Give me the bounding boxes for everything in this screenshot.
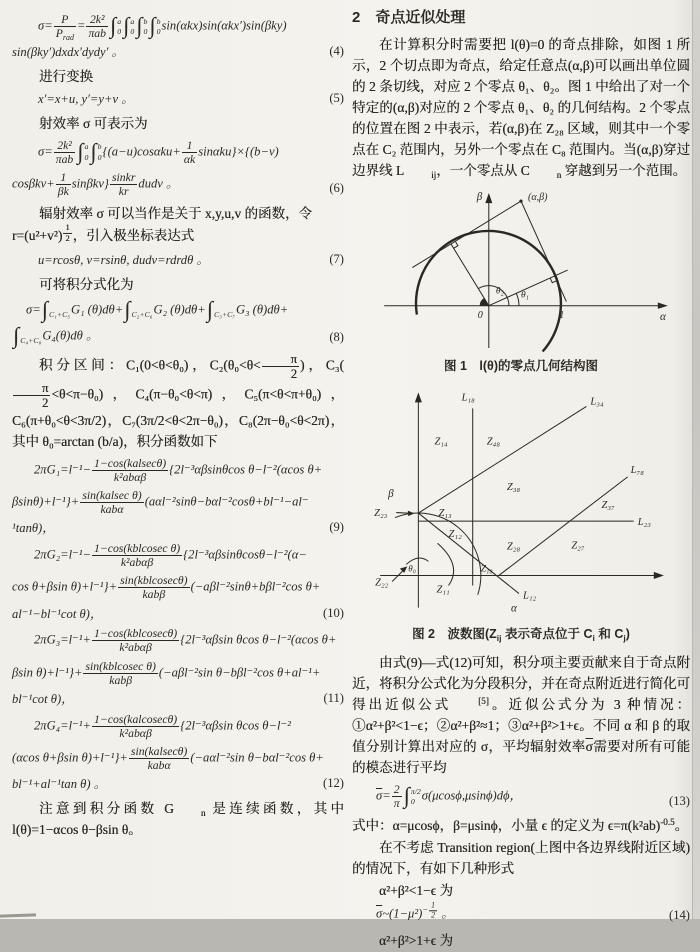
equation xyxy=(12,253,344,269)
fig2-Z48-label: Z₄₈ xyxy=(486,436,500,448)
superscript: − $\frac{1}{2}$ xyxy=(422,900,436,920)
equation-number: (12) xyxy=(323,776,344,791)
fraction-denominator: αk xyxy=(183,152,196,166)
subscript: n xyxy=(556,170,562,181)
equation-number: (11) xyxy=(323,690,344,705)
fig2-Z11-label: Z₁₁ xyxy=(436,584,450,596)
fraction-numerator: π xyxy=(262,352,299,367)
figure-2-caption: 图 2 波数图(Zij 表示奇点位于 Ci 和 Cj) xyxy=(412,627,630,643)
equation-line: 2πG₁=l⁻¹− $\frac{\text{1−cos(kalsecθ)}}{\text{k²abαβ}}$ {2l⁻³αβsinθcos θ−l⁻²(αcos θ+ xyxy=(34,456,323,484)
equation-number: (5) xyxy=(329,90,344,105)
fraction xyxy=(54,13,76,40)
integral xyxy=(206,296,236,322)
integral-limits xyxy=(129,17,134,37)
fraction xyxy=(13,381,50,410)
integral xyxy=(136,13,148,39)
equation-line: 2πG₂=l⁻¹− $\frac{\text{1−cos(kblcosec θ)}}{\text{k²abαβ}}$ {2l⁻³αβsinθcosθ−l⁻²(α− xyxy=(34,542,307,570)
integral-lower-limit: C₃+C₇ xyxy=(213,310,236,320)
fig2-Z27-label: Z₂₇ xyxy=(571,540,585,552)
integral-limits xyxy=(410,787,421,807)
integral-lower-limit: 0 xyxy=(410,796,415,806)
fig2-Z14-label: Z₁₄ xyxy=(434,436,448,448)
integral-icon: ∫ xyxy=(123,13,130,39)
fig2-line-L12 xyxy=(418,513,519,594)
fig1-theta1-arc xyxy=(516,293,519,305)
equation-line: al⁻¹−bl⁻¹cot θ)， (10) xyxy=(12,605,344,621)
paragraph: α²+β²>1+ϵ 为 xyxy=(379,933,453,949)
paragraph: 在不考虑 Transition region(上图中各边界线附近区域)的情况下，有如下几种形式 xyxy=(352,840,690,877)
fraction-denominator: kabβ xyxy=(142,588,166,602)
equation-line: 2πG₃=l⁻¹+ $\frac{\text{1−cos(kblcosecθ)}}{\text{k²abαβ}}$ {2l⁻³αβsin θcos θ−l⁻²(αcos θ+ xyxy=(34,627,337,655)
fraction-denominator: kr xyxy=(118,185,129,199)
equation-line: bl⁻¹cot θ)， (11) xyxy=(12,690,344,706)
fraction-numerator: 1 xyxy=(56,171,71,185)
fig2-beta-label: β xyxy=(388,487,394,500)
integral-limits xyxy=(156,17,161,37)
paragraph: 积分区间：C₁(0<θ<θ₀)，C₂(θ₀<θ< $\frac{\pi}{2}$ )，C₃( $\frac{\pi}{2}$ <θ<π−θ₀)，C₄(π−θ₀<θ<π)，C₅(π<θ<π+θ₀)，C₆(π+θ₀<θ<3π/2)，C₇(3π/2<θ<2π−θ₀)，C₈(2π−θ₀<θ<2π)，其中 θ₀=arctan (b/a)，积分函数如下 xyxy=(12,351,344,449)
equation xyxy=(12,713,344,793)
integral-limits xyxy=(19,326,41,346)
fraction-denominator: 2 xyxy=(431,910,436,920)
equation-number: (10) xyxy=(323,605,344,620)
equation-line: σ= $\frac{\text{2k²}}{\text{πab}}$ ∫ a 0 ∫ b 0 {(a−u)cosαku+ $\frac{1}{\alpha k}$ sinαku}×{(b−v) xyxy=(38,138,279,166)
fraction-denominator: 2 xyxy=(42,395,49,410)
fig2-L23-label: L₂₃ xyxy=(637,517,651,529)
fraction xyxy=(86,13,108,40)
fig1-alpha-axis-arrow-icon xyxy=(658,302,668,308)
fig1-beta-label: β xyxy=(476,191,483,204)
fraction-numerator: 1 xyxy=(65,222,70,233)
equation-line: cosβkv+ $\frac{1}{\beta k}$ sinβkv} $\frac{\text{sinkr}}{kr}$ dudv 。 (6) xyxy=(12,170,344,199)
paragraph: r=(u²+v²) $\frac{1}{2}$ ，引入极坐标表达式 xyxy=(12,222,195,244)
integral-icon: ∫ xyxy=(110,13,117,39)
fraction xyxy=(80,489,143,516)
fig2-Z23-label: Z₂₃ xyxy=(374,508,388,520)
paragraph: 式中：α=μcosϕ，β=μsinϕ，小量 ϵ 的定义为 ϵ=π(k²ab)-0.5。 xyxy=(352,817,689,834)
fig2-alpha-axis-arrow-icon xyxy=(654,572,664,579)
fraction-denominator: kabα xyxy=(147,758,171,772)
paragraph: 在计算积分时需要把 l(θ)=0 的奇点排除，如图 1 所示，2 个切点即为奇点，给定任意点(α,β)可以画出单位圆的 2 条切线，对应 2 个零点 θ₁、θ₂。图 1 中给出了对一个特定的(α,β)对应的 2 个零点 θ₁、θ₂ 的几何结构。2 个零点的位置在图 2 中表示，若(α,β)在 Z₂₈ 区域，则其中一个零点在 C₂ 范围内，另外一个零点在 C₈ 范围内。当(α,β)穿过边界线 L ij，一个零点从 C n 穿越到另一个范围。 xyxy=(352,37,690,181)
integral-icon: ∫ xyxy=(124,296,131,322)
fraction-denominator: kabα xyxy=(100,503,124,517)
fig2-Z22-label: Z₂₂ xyxy=(375,577,389,589)
integral xyxy=(403,783,421,809)
right-column xyxy=(352,6,690,952)
fraction-numerator: 1−cos(kblcosecθ) xyxy=(94,627,178,641)
fraction xyxy=(129,745,189,772)
paragraph: 射效率 σ 可表示为 xyxy=(39,115,148,131)
integral xyxy=(41,296,71,322)
integral-lower-limit: 0 xyxy=(156,26,161,36)
fig2-theta0-label: θ₀ xyxy=(408,563,416,574)
integral-icon: ∫ xyxy=(149,13,156,39)
integral-icon: ∫ xyxy=(136,13,143,39)
subscript: ij xyxy=(496,632,502,643)
equation-number: (6) xyxy=(329,181,344,196)
fraction-denominator: k²abαβ xyxy=(120,556,154,570)
subscript: n xyxy=(200,808,206,819)
subscript: i xyxy=(592,632,595,643)
superscript: -0.5 xyxy=(660,817,675,828)
equation-line: $\overline{\sigma}\sim(1-\mu^2)-$ $\frac{1}{2}$ 。 (14) xyxy=(376,900,690,923)
integral-lower-limit: 0 xyxy=(97,152,102,162)
integral-icon: ∫ xyxy=(403,783,410,809)
fig1-tangent-line-2 xyxy=(521,201,566,302)
equation xyxy=(352,783,690,810)
fig2-z11-leader xyxy=(437,543,453,585)
integral-icon: ∫ xyxy=(41,296,48,322)
integral-upper-limit: b xyxy=(156,16,161,26)
integral-upper-limit: a xyxy=(130,16,135,26)
fig1-one-label: 1 xyxy=(559,309,565,321)
equation-line: σ= $\frac{P}{\text{Prad}}$ = $\frac{\text{2k²}}{\text{πab}}$ ∫ a 0 ∫ a 0 ∫ b 0 ∫ b 0 sin(αkx)sin(αkx′)sin(βky) xyxy=(38,13,287,42)
overbar: $\overline{\sigma}$ xyxy=(376,788,383,803)
fraction-denominator: πab xyxy=(55,152,74,166)
fig1-theta2-wedge xyxy=(480,298,489,306)
subscript: ij xyxy=(431,170,437,181)
equation-line: βsin θ)+l⁻¹}+ $\frac{\text{sin(kblcosec θ)}}{\text{kabβ}}$ (−aβl⁻²sin θ−bβl⁻²cos θ+al⁻¹+ xyxy=(12,659,321,687)
equation-number: (7) xyxy=(329,252,344,267)
equation xyxy=(12,13,344,61)
fig2-Z37-label: Z₃₇ xyxy=(601,500,615,512)
integral-lower-limit: 0 xyxy=(130,26,135,36)
fraction xyxy=(429,902,437,921)
integral-lower-limit: C₄+C₈ xyxy=(20,336,42,346)
integral-lower-limit: C₂+C₆ xyxy=(131,310,153,320)
fraction xyxy=(56,171,71,198)
paragraph: 进行变换 xyxy=(39,68,93,84)
paragraph: 注意到积分函数 G n 是连续函数，其中 l(θ)=1−αcos θ−βsin θ。 xyxy=(12,800,344,837)
equation-line: $\overline{\sigma}=$ $\frac{2}{\pi}$ ∫ π/2 0 σ(μcosϕ,μsinϕ)dϕ， (13) xyxy=(376,783,690,811)
fraction-numerator: 1 xyxy=(431,900,436,910)
integral-lower-limit: C₁+C₅ xyxy=(48,310,71,320)
fraction-numerator: sin(kalsec θ) xyxy=(82,489,142,503)
fraction xyxy=(92,713,179,740)
figure-1-caption: 图 1 l(θ)的零点几何结构图 xyxy=(444,359,598,373)
fraction xyxy=(63,223,71,243)
equation xyxy=(12,139,344,199)
integral-icon: ∫ xyxy=(206,296,213,322)
integral-limits xyxy=(142,17,147,37)
fig2-L18-label: L₁₈ xyxy=(461,392,475,404)
fig2-z22-arrow-icon xyxy=(400,566,407,572)
fraction xyxy=(118,574,190,601)
overbar: $\overline{\sigma}$ xyxy=(585,739,593,754)
equation xyxy=(12,92,344,108)
fraction-numerator: 2 xyxy=(392,783,402,797)
fig2-Z28-label: Z₂₈ xyxy=(506,541,521,553)
section-heading: 2 奇点近似处理 xyxy=(352,9,466,26)
fraction-numerator: 1−cos(kalcosecθ) xyxy=(94,712,178,726)
fraction xyxy=(110,171,137,198)
equation-number: (4) xyxy=(329,44,344,59)
fraction-denominator: βk xyxy=(57,185,69,199)
fraction xyxy=(54,139,76,166)
fraction xyxy=(92,457,168,484)
equation-line: ¹tanθ)， (9) xyxy=(12,520,344,536)
equation-line: βsinθ)+l⁻¹}+ $\frac{\text{sin(kalsec θ)}}{\text{kabα}}$ (aαl⁻²sinθ−bαl⁻²cosθ+bl⁻¹−al⁻ xyxy=(12,489,309,517)
equation-line: 2πG₄=l⁻¹+ $\frac{\text{1−cos(kalcosecθ)}}{\text{k²abαβ}}$ {2l⁻³αβsin θcos θ−l⁻² xyxy=(34,712,291,740)
integral-limits xyxy=(213,300,235,320)
equation xyxy=(352,900,690,925)
fraction-numerator: sinkr xyxy=(111,170,136,184)
fraction-denominator: π xyxy=(393,797,400,811)
fig1-external-point xyxy=(519,199,522,202)
fig1-tangent-line-1 xyxy=(412,201,521,268)
integral-icon: ∫ xyxy=(77,138,84,164)
integral xyxy=(77,138,89,164)
paragraph: 可将积分式化为 xyxy=(39,276,134,292)
fig2-Z12-label: Z₁₂ xyxy=(448,529,462,541)
fraction-numerator: 1 xyxy=(182,139,197,153)
fig1-beta-axis-arrow-icon xyxy=(485,193,492,203)
integral-upper-limit: b xyxy=(143,16,148,26)
fraction-numerator: 2k² xyxy=(54,139,76,153)
fraction xyxy=(392,783,402,810)
fraction-denominator: 2 xyxy=(65,232,70,243)
superscript xyxy=(62,223,72,243)
fraction-numerator: 1−cos(kalsecθ) xyxy=(94,456,167,470)
fig2-z23-arrow-icon xyxy=(408,511,415,516)
integral-icon: ∫ xyxy=(90,138,97,164)
scan-smudge-artifact xyxy=(0,913,36,917)
fraction-numerator: P xyxy=(54,13,76,27)
fig2-beta-axis-arrow-icon xyxy=(415,392,422,402)
integral xyxy=(110,13,122,39)
fig2-alpha-label: α xyxy=(510,602,517,615)
paragraph: 由式(9)—式(12)可知，积分项主要贡献来自于奇点附近，将积分公式化为分段积分，并在奇点附近进行简化可得出近似公式 [5]。近似公式分为 3 种情况：①α²+β²<1−ϵ；②α²+β²≈1；③α²+β²>1+ϵ。不同 α 和 β 的取值分别计算出对应的 σ，平均辐射效率$\overline{\sigma}$需要对所有可能的模态进行平均 xyxy=(352,655,691,775)
fig2-Z13-label: Z₁₃ xyxy=(438,508,452,520)
equation-line: x′=x+u, y′=y+v 。 (5) xyxy=(38,90,344,106)
figure-1 xyxy=(352,187,690,374)
integral-icon: ∫ xyxy=(13,322,20,348)
integral xyxy=(124,296,153,322)
superscript: [5] xyxy=(478,695,489,706)
fraction-numerator: sin(kalsecθ) xyxy=(130,744,188,758)
fraction-numerator: 2k² xyxy=(86,13,108,27)
scan-edge-artifact xyxy=(692,0,700,919)
fraction-denominator: πab xyxy=(88,27,107,41)
integral-upper-limit: π/2 xyxy=(410,786,421,796)
fraction-numerator: sin(kblcosec θ) xyxy=(85,659,156,673)
fraction-denominator: 2 xyxy=(290,366,297,381)
fraction xyxy=(262,352,299,381)
equation-line: sin(βky′)dxdx′dydy′ 。 (4) xyxy=(12,44,344,60)
integral-lower-limit: 0 xyxy=(84,152,89,162)
integral xyxy=(123,13,135,39)
right-column-top xyxy=(352,6,690,181)
fraction-numerator: π xyxy=(13,381,50,396)
fig1-theta1-label: θ₁ xyxy=(521,289,530,301)
fraction xyxy=(182,139,197,166)
fraction-denominator: Prad xyxy=(55,27,74,42)
equation xyxy=(12,296,344,348)
equation-line: σ= ∫ C₁+C₅ G₁ (θ)dθ+ ∫ C₂+C₆ G₂ (θ)dθ+ ∫ C₃+C₇ G₃ (θ)dθ+ xyxy=(26,296,289,322)
figure-1-plot xyxy=(370,187,672,353)
integral-upper-limit: a xyxy=(117,16,122,26)
subscript: j xyxy=(623,632,626,643)
fig2-Z38-label: Z₃₈ xyxy=(506,481,521,493)
fraction-denominator: kabβ xyxy=(109,673,133,687)
integral-limits xyxy=(84,142,89,162)
fig1-theta2-label: θ₂ xyxy=(495,285,504,297)
fraction xyxy=(83,660,157,687)
overbar: $\overline{\sigma}$ xyxy=(376,906,383,921)
fraction-denominator: k²abαβ xyxy=(119,641,152,655)
fig1-radius-1 xyxy=(451,244,489,306)
fig2-Z18-label: Z₁₈ xyxy=(480,563,493,575)
fraction-denominator: k²abαβ xyxy=(119,726,152,740)
fig2-line-L34 xyxy=(418,406,586,513)
fraction-numerator: sin(kblcosecθ) xyxy=(120,574,188,588)
integral-lower-limit: 0 xyxy=(117,26,122,36)
equation-number: (8) xyxy=(329,329,344,344)
equation-line: ∫ C₄+C₈ G₄(θ)dθ 。 (8) xyxy=(13,322,344,348)
equation xyxy=(12,627,344,707)
left-column xyxy=(12,8,344,841)
paragraph: 辐射效率 σ 可以当作是关于 x,y,u,v 的函数，令 xyxy=(39,206,313,222)
fig1-origin-label: 0 xyxy=(477,309,483,321)
integral xyxy=(90,138,102,164)
integral-limits xyxy=(130,300,152,320)
integral xyxy=(149,13,161,39)
equation-number: (13) xyxy=(669,793,690,808)
equation-line: bl⁻¹+al⁻¹tan θ) 。 (12) xyxy=(12,776,344,792)
equation xyxy=(12,457,344,537)
fraction-denominator: k²abαβ xyxy=(113,470,147,484)
fraction-numerator: 1−cos(kblcosec θ) xyxy=(94,542,181,556)
fig2-L78-label: L₇₈ xyxy=(630,464,644,476)
integral-upper-limit: a xyxy=(84,142,89,152)
equation xyxy=(12,542,344,622)
integral-limits xyxy=(48,300,70,320)
figure-2 xyxy=(352,384,690,642)
fraction xyxy=(92,627,179,654)
fig1-alpha-label: α xyxy=(660,310,666,323)
equation-line: cos θ+βsin θ)+l⁻¹}+ $\frac{\text{sin(kblcosecθ)}}{\text{kabβ}}$ (−aβl⁻²sinθ+bβl⁻²cos θ+ xyxy=(12,574,321,602)
right-column-bottom xyxy=(352,652,690,951)
subscript: rad xyxy=(62,32,74,42)
fraction xyxy=(92,542,182,569)
fig2-L34-label: L₃₄ xyxy=(590,396,604,408)
paragraph: α²+β²<1−ϵ 为 xyxy=(379,883,453,899)
integral-limits xyxy=(116,17,121,37)
equation-line: u=rcosθ, v=rsinθ, dudv=rdrdθ 。 (7) xyxy=(38,252,344,268)
fig2-L12-label: L₁₂ xyxy=(523,590,537,602)
fig2-unit-circle-arc xyxy=(395,513,481,595)
equation-number: (9) xyxy=(329,520,344,535)
integral xyxy=(13,322,42,348)
integral-lower-limit: 0 xyxy=(143,26,148,36)
equation-number: (14) xyxy=(669,908,690,923)
figure-2-plot xyxy=(360,384,682,621)
integral-upper-limit: b xyxy=(97,142,102,152)
equation-line: (αcos θ+βsin θ)+l⁻¹}+ $\frac{\text{sin(kalsecθ)}}{\text{kabα}}$ (−aαl⁻²sin θ−bαl⁻²cos θ+ xyxy=(12,744,324,772)
fig1-point-label: (α,β) xyxy=(528,192,548,204)
integral-limits xyxy=(97,142,102,162)
